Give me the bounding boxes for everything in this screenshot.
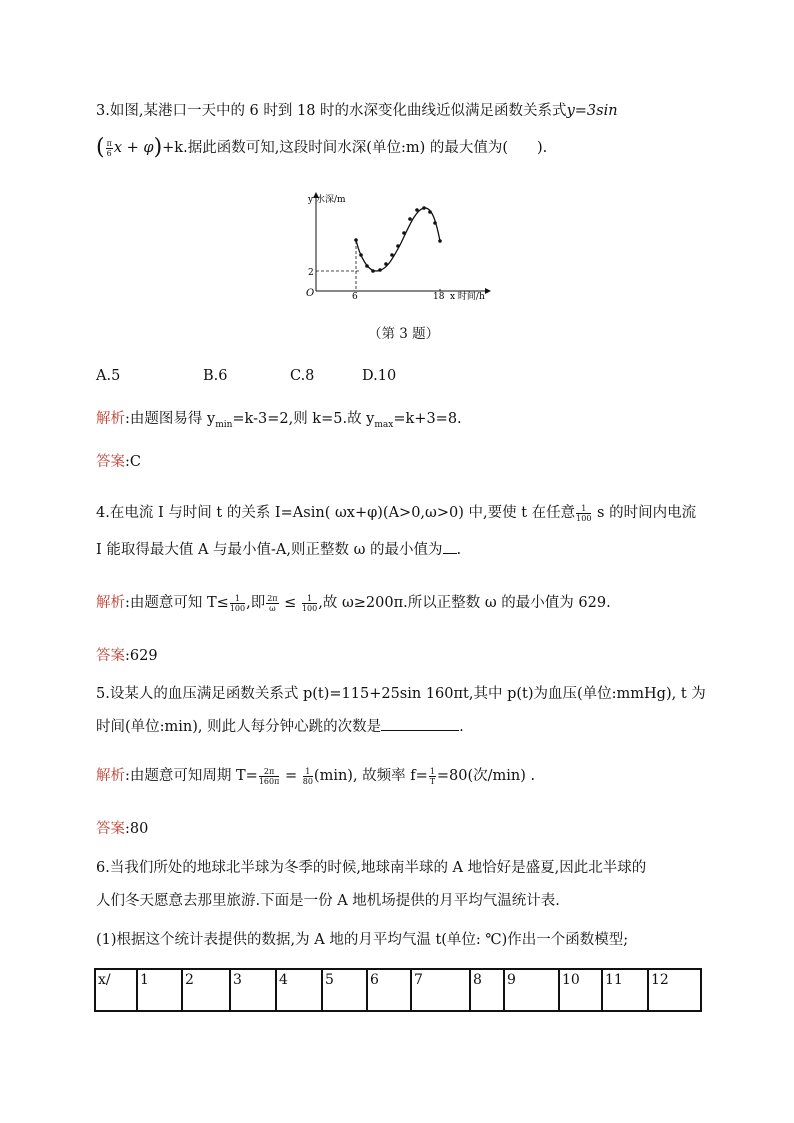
choice-d: D.10 bbox=[362, 368, 397, 384]
choice-b: B.6 bbox=[203, 368, 228, 384]
q4-fraction: $\frac{1}{100}$ bbox=[576, 503, 592, 523]
table-cell: 7 bbox=[411, 969, 470, 1011]
q4-analysis: 解析:由题意可知 T≤ $\frac{1}{100}$ ,即 $\frac{2\pi}{\omega}$ ≤ $\frac{1}{100}$ ,故 ω≥200π.所以正整数 ω 的最小值为 629. bbox=[96, 593, 611, 613]
q5-line1: 5.设某人的血压满足函数关系式 p(t)=115+25sin 160πt,其中 p(t)为血压(单位:mmHg), t 为 bbox=[96, 686, 706, 702]
table-cell: x/ bbox=[95, 969, 137, 1011]
q3-analysis: 解析:由题图易得 $y_{min}=k-3=2$,则 k=5.故 $y_{max}=k+3=8$. bbox=[96, 411, 462, 430]
table-cell: 10 bbox=[559, 969, 602, 1011]
x-axis-label: x 时间/h bbox=[450, 292, 485, 302]
table-cell: 12 bbox=[648, 969, 701, 1011]
curve-points bbox=[354, 206, 442, 273]
q4-line1: 4.在电流 I 与时间 t 的关系 I=Asin( ωx+φ)(A>0,ω>0) 中,要使 t 在任意 $\frac{1}{100}$ s 的时间内电流 bbox=[96, 503, 697, 523]
table-row bbox=[95, 969, 701, 1011]
q6-line1: 6.当我们所处的地球北半球为冬季的时候,地球南半球的 A 地恰好是盛夏,因此北半球的 bbox=[96, 860, 647, 876]
q4-answer: 答案:629 bbox=[96, 648, 158, 664]
table-cell: 6 bbox=[367, 969, 411, 1011]
q4-line2: I 能取得最大值 A 与最小值-A,则正整数 ω 的最小值为 . bbox=[96, 542, 462, 558]
q3-fraction: $\frac{\pi}{6}$ bbox=[106, 138, 112, 158]
q3-line1: 3.如图,某港口一天中的 6 时到 18 时的水深变化曲线近似满足函数关系式y=3sin bbox=[96, 103, 618, 119]
q3-caption: （第 3 题） bbox=[368, 326, 440, 342]
origin-label: O bbox=[306, 288, 315, 299]
table-cell: 3 bbox=[230, 969, 276, 1011]
q3-line2: ( $\frac{\pi}{6}$ x + φ)+k.据此函数可知,这段时间水深(单位:m) 的最大值为( ). bbox=[96, 135, 548, 160]
q3-answer: 答案:C bbox=[96, 454, 141, 470]
tick-18: 18 bbox=[433, 292, 445, 302]
tick-2: 2 bbox=[308, 268, 314, 278]
table-cell: 2 bbox=[182, 969, 230, 1011]
q5-answer: 答案:80 bbox=[96, 821, 149, 837]
table-cell: 4 bbox=[276, 969, 322, 1011]
q6-line3: (1)根据这个统计表提供的数据,为 A 地的月平均气温 t(单位: ℃)作出一个函数模型; bbox=[96, 932, 629, 948]
table-cell: 5 bbox=[322, 969, 367, 1011]
table-cell: 9 bbox=[504, 969, 559, 1011]
y-axis-label: y 水深/m bbox=[308, 195, 346, 205]
tick-6: 6 bbox=[352, 292, 358, 302]
temperature-table bbox=[94, 968, 702, 1012]
choice-c: C.8 bbox=[290, 368, 315, 384]
q6-line2: 人们冬天愿意去那里旅游.下面是一份 A 地机场提供的月平均气温统计表. bbox=[96, 893, 560, 909]
water-depth-graph bbox=[300, 185, 500, 310]
choice-a: A.5 bbox=[96, 368, 121, 384]
q5-line2: 时间(单位:min), 则此人每分钟心跳的次数是 . bbox=[96, 719, 464, 735]
depth-curve bbox=[356, 208, 440, 271]
table-cell: 11 bbox=[602, 969, 648, 1011]
q5-analysis: 解析:由题意可知周期 T= $\frac{2\pi}{160\pi}$ = $\frac{1}{80}$ (min), 故频率 f= $\frac{1}{T}$ =80(次/min) . bbox=[96, 766, 536, 786]
table-cell: 1 bbox=[137, 969, 182, 1011]
table-cell: 8 bbox=[470, 969, 504, 1011]
